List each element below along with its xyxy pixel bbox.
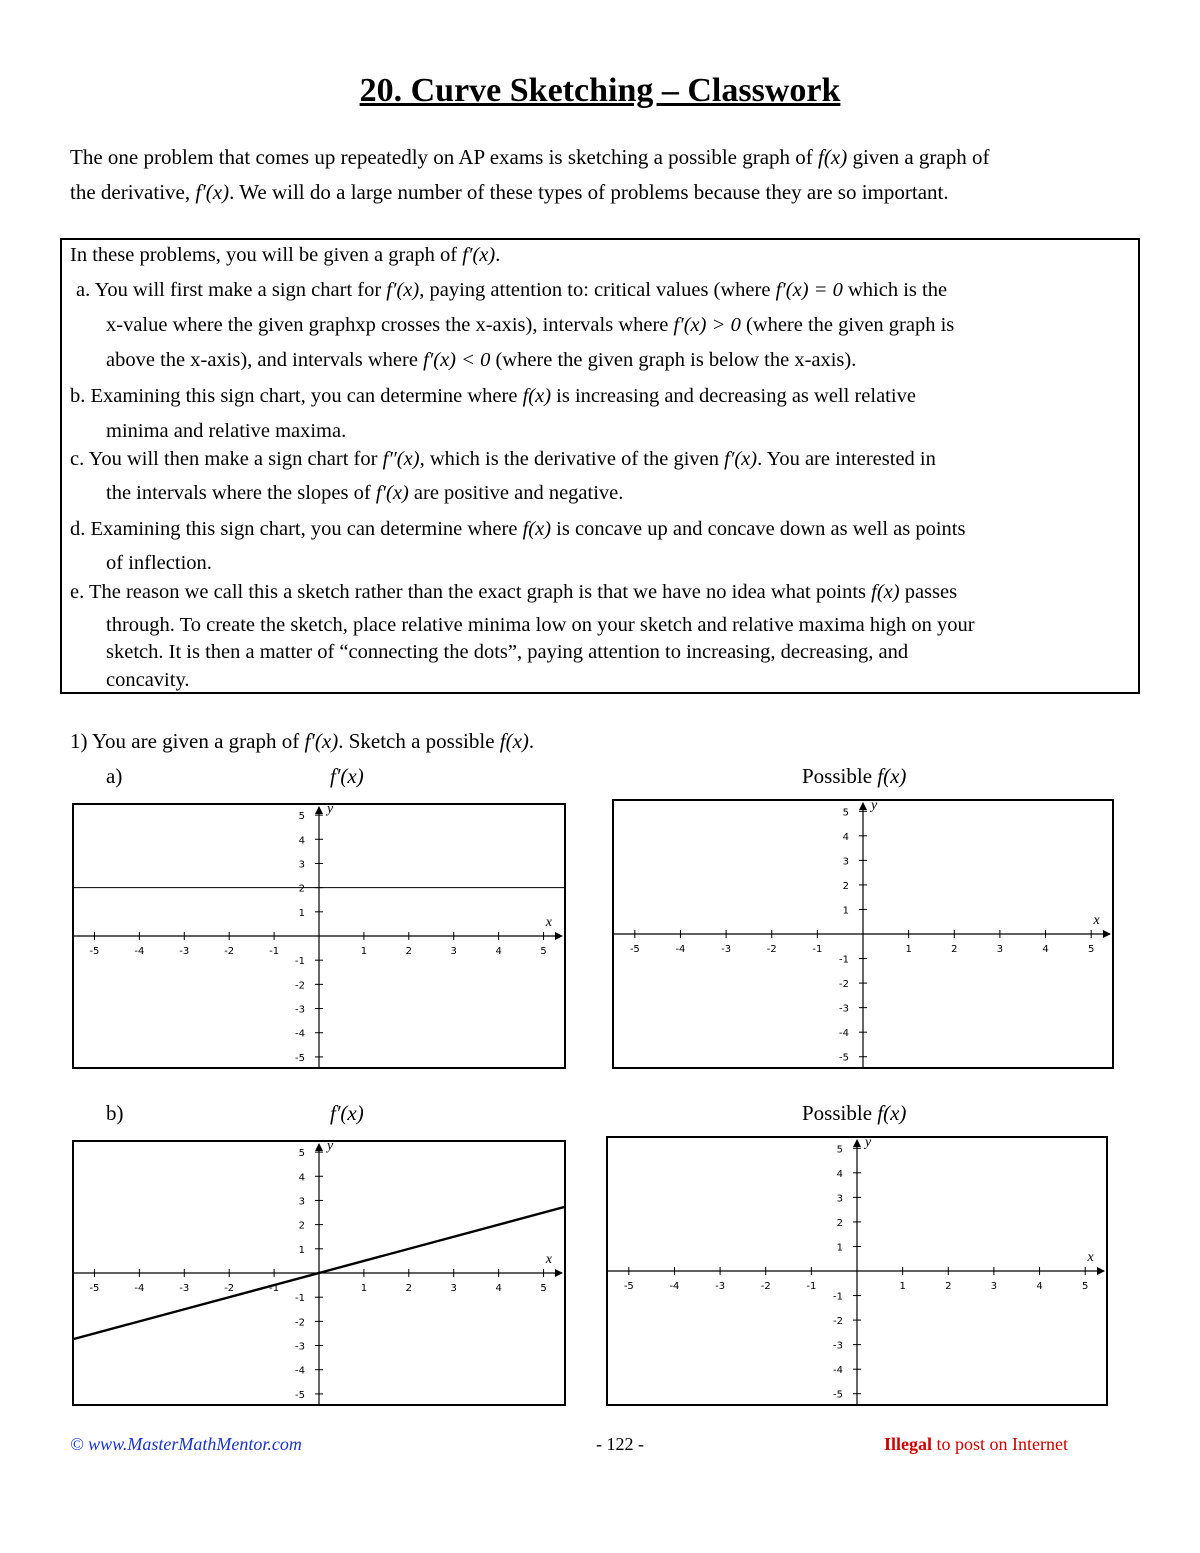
y-tick-label: -4 xyxy=(295,1028,305,1040)
part-a-label: a) xyxy=(106,764,123,788)
box-item-d-1: d. Examining this sign chart, you can determine where f(x) is concave up and concave down as well as points xyxy=(70,518,966,540)
y-tick-label: 1 xyxy=(842,905,849,917)
box-item-e-4: concavity. xyxy=(106,669,190,691)
x-tick-label: 4 xyxy=(495,1283,502,1294)
box-item-c-2: the intervals where the slopes of f′(x) are positive and negative. xyxy=(106,482,624,504)
part-a-right-title: Possible f(x) xyxy=(802,764,907,788)
box-item-a-1: a. You will first make a sign chart for f′(x), paying attention to: critical values (where f′(x) = 0 which is the xyxy=(76,279,948,301)
x-tick-label: -5 xyxy=(629,944,640,955)
x-tick-label: 4 xyxy=(1042,944,1049,955)
y-tick-label: 3 xyxy=(298,859,305,871)
y-tick-label: -2 xyxy=(295,1317,305,1329)
x-tick-label: 4 xyxy=(1036,1281,1043,1292)
x-tick-label: -1 xyxy=(812,944,823,955)
y-tick-label: -3 xyxy=(295,1004,305,1016)
box-line-intro: In these problems, you will be given a graph of f′(x). xyxy=(70,244,501,266)
footer-page-number: - 122 - xyxy=(596,1434,644,1454)
y-tick-label: 2 xyxy=(842,880,849,892)
footer-website-link[interactable]: © www.MasterMathMentor.com xyxy=(70,1434,302,1454)
x-tick-label: -5 xyxy=(89,946,100,957)
x-tick-label: 5 xyxy=(1081,1281,1089,1292)
y-tick-label: -1 xyxy=(295,1293,305,1305)
x-tick-label: 2 xyxy=(951,944,958,955)
x-tick-label: -4 xyxy=(134,1283,145,1294)
x-tick-label: -1 xyxy=(269,1283,280,1294)
x-tick-label: -4 xyxy=(669,1281,680,1292)
y-axis-label: y xyxy=(871,799,878,813)
y-tick-label: 5 xyxy=(298,811,305,823)
graph-a-possible-f[interactable] xyxy=(612,799,1114,1069)
x-tick-label: -4 xyxy=(134,946,145,957)
y-tick-label: 3 xyxy=(298,1196,305,1208)
y-tick-label: -3 xyxy=(295,1341,305,1353)
y-tick-label: -5 xyxy=(833,1389,843,1401)
x-axis-label: x xyxy=(545,915,553,930)
x-tick-label: -2 xyxy=(760,1281,771,1292)
y-tick-label: 3 xyxy=(836,1193,843,1205)
x-tick-label: 1 xyxy=(899,1281,906,1292)
graph-svg xyxy=(72,1140,566,1406)
x-tick-label: -3 xyxy=(179,946,190,957)
y-tick-label: 5 xyxy=(836,1144,843,1156)
part-b-left-title: f′(x) xyxy=(330,1101,364,1125)
y-tick-label: -2 xyxy=(295,980,305,992)
x-tick-label: 5 xyxy=(1087,944,1095,955)
y-tick-label: -5 xyxy=(295,1052,305,1064)
y-tick-label: 4 xyxy=(842,831,849,843)
x-tick-label: 5 xyxy=(540,1283,547,1294)
y-tick-label: -3 xyxy=(839,1003,849,1015)
x-tick-label: -3 xyxy=(715,1281,726,1292)
y-tick-label: -4 xyxy=(833,1365,843,1377)
y-tick-label: -4 xyxy=(295,1365,305,1377)
part-a-left-title: f′(x) xyxy=(330,764,364,788)
x-tick-label: 1 xyxy=(905,944,912,955)
x-tick-label: 2 xyxy=(945,1281,952,1292)
x-tick-label: 3 xyxy=(996,944,1004,955)
y-tick-label: 1 xyxy=(836,1242,843,1254)
box-item-a-2: x-value where the given graphxp crosses the x-axis), intervals where f′(x) > 0 (where the given graph is xyxy=(106,314,955,336)
x-tick-label: -3 xyxy=(179,1283,190,1294)
graph-svg xyxy=(612,799,1114,1069)
graph-svg xyxy=(72,803,566,1069)
x-tick-label: -4 xyxy=(675,944,686,955)
x-tick-label: -5 xyxy=(623,1281,634,1292)
y-tick-label: -1 xyxy=(839,954,849,966)
y-tick-label: -4 xyxy=(839,1028,849,1040)
y-tick-label: 2 xyxy=(836,1217,843,1229)
x-tick-label: -2 xyxy=(766,944,777,955)
y-tick-label: -1 xyxy=(295,956,305,968)
y-tick-label: -1 xyxy=(833,1291,843,1303)
y-tick-label: 1 xyxy=(298,907,305,919)
intro-paragraph: The one problem that comes up repeatedly on AP exams is sketching a possible graph of f(x) given a graph of the derivative, f′(x). We will do a large number of these types of problems because they are so important. xyxy=(70,145,990,204)
y-tick-label: -3 xyxy=(833,1340,843,1352)
box-item-a-3: above the x-axis), and intervals where f′(x) < 0 (where the given graph is below the x-axis). xyxy=(106,349,857,371)
x-tick-label: -1 xyxy=(806,1281,817,1292)
y-tick-label: 4 xyxy=(298,1172,305,1184)
y-axis-label: y xyxy=(865,1136,872,1150)
y-tick-label: -2 xyxy=(839,979,849,991)
x-tick-label: 1 xyxy=(360,946,368,957)
box-item-b-1: b. Examining this sign chart, you can determine where f(x) is increasing and decreasing as well relative xyxy=(70,385,916,407)
box-item-e-2: through. To create the sketch, place relative minima low on your sketch and relative maxima high on your xyxy=(106,614,975,636)
y-tick-label: 4 xyxy=(836,1168,843,1180)
y-tick-label: -5 xyxy=(295,1389,305,1401)
x-tick-label: 3 xyxy=(450,1283,457,1294)
x-tick-label: -5 xyxy=(89,1283,100,1294)
y-tick-label: -2 xyxy=(833,1316,843,1328)
footer-notice: Illegal to post on Internet xyxy=(884,1434,1068,1454)
x-tick-label: -2 xyxy=(224,946,235,957)
graph-b-possible-f[interactable] xyxy=(606,1136,1108,1406)
box-item-d-2: of inflection. xyxy=(106,552,212,574)
x-tick-label: 3 xyxy=(990,1281,998,1292)
graph-b-derivative xyxy=(72,1140,566,1406)
y-tick-label: 2 xyxy=(298,1220,305,1232)
x-axis-label: x xyxy=(1087,1250,1094,1265)
y-tick-label: 5 xyxy=(842,807,849,819)
y-tick-label: 4 xyxy=(298,835,305,847)
x-tick-label: 4 xyxy=(495,946,502,957)
graph-svg xyxy=(606,1136,1108,1406)
x-tick-label: 3 xyxy=(450,946,457,957)
graph-a-derivative xyxy=(72,803,566,1069)
y-tick-label: 3 xyxy=(842,856,849,868)
x-axis-label: x xyxy=(1093,913,1100,928)
y-tick-label: 5 xyxy=(298,1148,305,1160)
box-item-b-2: minima and relative maxima. xyxy=(106,420,347,442)
part-b-label: b) xyxy=(106,1101,124,1125)
y-tick-label: -5 xyxy=(839,1052,849,1064)
x-tick-label: 2 xyxy=(405,946,413,957)
y-tick-label: 2 xyxy=(298,883,305,895)
x-axis-label: x xyxy=(545,1252,553,1267)
x-tick-label: -3 xyxy=(721,944,732,955)
problem-statement: 1) You are given a graph of f′(x). Sketch a possible f(x). xyxy=(70,729,535,753)
y-axis-label: y xyxy=(327,803,334,817)
box-item-c-1: c. You will then make a sign chart for f″(x), which is the derivative of the given f′(x). You are interested in xyxy=(70,448,936,470)
y-tick-label: 1 xyxy=(298,1244,305,1256)
page-title: 20. Curve Sketching – Classwork xyxy=(359,72,841,109)
box-item-e-3: sketch. It is then a matter of “connecting the dots”, paying attention to increasing, decreasing, and xyxy=(106,641,909,663)
box-item-e-1: e. The reason we call this a sketch rather than the exact graph is that we have no idea what points f(x) passes xyxy=(70,581,958,603)
x-tick-label: 2 xyxy=(405,1283,413,1294)
part-b-right-title: Possible f(x) xyxy=(802,1101,907,1125)
x-tick-label: 5 xyxy=(540,946,547,957)
y-axis-label: y xyxy=(327,1140,334,1154)
x-tick-label: -1 xyxy=(269,946,280,957)
x-tick-label: 1 xyxy=(360,1283,368,1294)
x-tick-label: -2 xyxy=(224,1283,235,1294)
